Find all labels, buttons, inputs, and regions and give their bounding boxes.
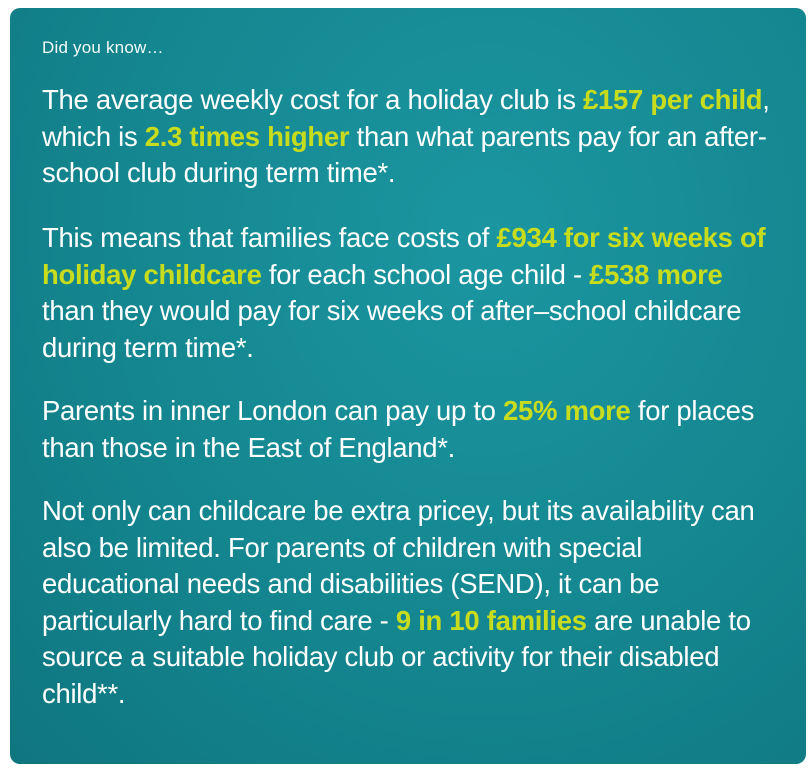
paragraph-text: than they would pay for six weeks of after–school childcare during term time*. [42, 295, 742, 363]
highlight-text: 9 in 10 families [395, 604, 587, 636]
paragraph-text: than what parents pay for an after-school club during term time*. [42, 120, 767, 188]
paragraph-holiday-club-cost [42, 82, 782, 192]
highlight-text: £538 more [589, 258, 723, 290]
highlight-text: 2.3 times higher [144, 120, 350, 152]
intro-label: Did you know… [42, 38, 164, 57]
paragraph-text: Not only can childcare be extra pricey, but its availability can also be limited. For parents of children with special educational needs and disabilities (SEND), it can be particularly hard to find care - [42, 495, 755, 636]
paragraph-six-weeks-cost [42, 220, 782, 366]
paragraph-text: are unable to source a suitable holiday club or activity for their disabled child**. [42, 604, 751, 709]
paragraph-text: for places than those in the East of England*. [42, 395, 755, 463]
paragraph-send-availability [42, 493, 782, 712]
highlight-text: £934 for six weeks of holiday childcare [42, 222, 766, 290]
paragraph-london-cost [42, 393, 782, 466]
highlight-text: 25% more [503, 395, 631, 426]
paragraph-text: for each school age child - [261, 258, 590, 290]
paragraph-text: This means that families face costs of [42, 222, 497, 253]
info-card [10, 8, 806, 764]
paragraph-text: Parents in inner London can pay up to [42, 395, 504, 426]
paragraph-text: The average weekly cost for a holiday club is [42, 84, 584, 115]
paragraph-text: , which is [42, 84, 770, 152]
highlight-text: £157 per child [583, 84, 763, 115]
